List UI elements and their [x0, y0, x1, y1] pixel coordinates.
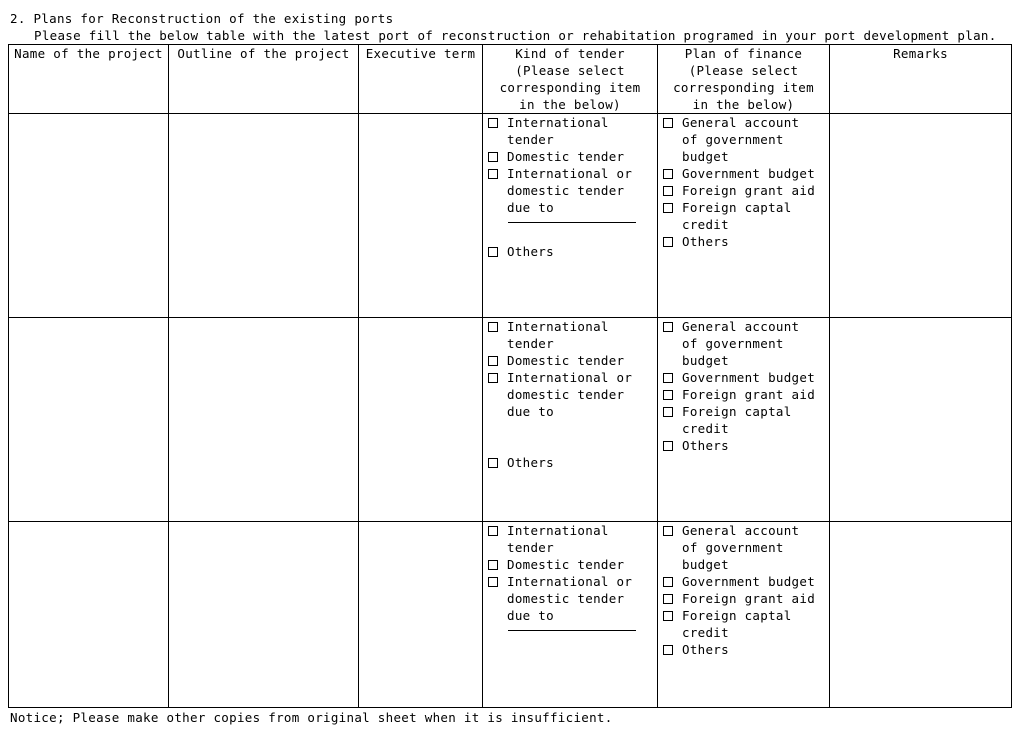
option-label: Others [682, 642, 729, 657]
reconstruction-plan-table [8, 44, 1012, 708]
option-label: Domestic tender [507, 353, 625, 368]
col-header-finance [658, 45, 830, 114]
tender-header-line: corresponding item [499, 80, 641, 95]
finance-option-credit [658, 403, 829, 437]
checkbox[interactable] [488, 356, 498, 366]
tender-cell [483, 522, 658, 708]
option-label: Others [507, 455, 554, 470]
checkbox[interactable] [488, 458, 498, 468]
remarks-cell[interactable] [830, 318, 1012, 522]
tender-header-line: in the below) [519, 97, 621, 112]
checkbox[interactable] [488, 560, 498, 570]
finance-cell [658, 522, 830, 708]
checkbox[interactable] [488, 247, 498, 257]
finance-option-general [658, 114, 829, 165]
finance-option-others [658, 437, 829, 454]
col-header-term: Executive term [359, 45, 483, 114]
tender-header-line: (Please select [515, 63, 625, 78]
option-label: Government budget [682, 370, 816, 385]
finance-option-government [658, 573, 829, 590]
table-row [9, 522, 1012, 708]
checkbox[interactable] [663, 322, 673, 332]
finance-option-others [658, 641, 829, 658]
checkbox[interactable] [663, 203, 673, 213]
project-outline-cell[interactable] [169, 522, 359, 708]
project-outline-cell[interactable] [169, 114, 359, 318]
finance-option-grant [658, 386, 829, 403]
finance-option-grant [658, 590, 829, 607]
table-row [9, 318, 1012, 522]
checkbox[interactable] [663, 577, 673, 587]
finance-header-line: (Please select [688, 63, 799, 78]
checkbox[interactable] [488, 577, 498, 587]
finance-header-line: Plan of finance [684, 46, 803, 61]
remarks-cell[interactable] [830, 114, 1012, 318]
checkbox[interactable] [488, 322, 498, 332]
project-name-cell[interactable] [9, 114, 169, 318]
tender-option-domestic [483, 148, 657, 165]
tender-option-domestic [483, 352, 657, 369]
checkbox[interactable] [663, 373, 673, 383]
option-label: Government budget [682, 574, 816, 589]
option-label: Domestic tender [507, 557, 625, 572]
finance-option-government [658, 369, 829, 386]
option-label: International tender [507, 115, 609, 147]
finance-cell [658, 114, 830, 318]
checkbox[interactable] [663, 237, 673, 247]
finance-cell [658, 318, 830, 522]
col-header-tender [483, 45, 658, 114]
instruction-text: Please fill the below table with the latest port of reconstruction or rehabitation programed in your port development plan. [34, 28, 997, 43]
option-label: Foreign grant aid [682, 591, 816, 606]
tender-option-others [483, 243, 657, 260]
col-header-remarks: Remarks [830, 45, 1012, 114]
tender-option-others [483, 454, 657, 471]
header-row [9, 45, 1012, 114]
finance-option-credit [658, 607, 829, 641]
tender-option-international [483, 114, 657, 148]
option-label: Foreign captal credit [682, 200, 792, 232]
finance-option-others [658, 233, 829, 250]
checkbox[interactable] [488, 152, 498, 162]
remarks-cell[interactable] [830, 522, 1012, 708]
option-label: Domestic tender [507, 149, 625, 164]
option-label: International or domestic tender due to [507, 370, 633, 419]
reason-blank-line[interactable] [508, 222, 636, 223]
option-label: Foreign captal credit [682, 608, 792, 640]
tender-option-intl-or-domestic [483, 165, 657, 216]
checkbox[interactable] [663, 594, 673, 604]
tender-option-international [483, 522, 657, 556]
checkbox[interactable] [663, 186, 673, 196]
checkbox[interactable] [663, 441, 673, 451]
option-label: Foreign grant aid [682, 387, 816, 402]
option-label: Others [682, 234, 729, 249]
option-label: International tender [507, 319, 609, 351]
option-label: General account of government budget [682, 523, 800, 572]
option-label: Government budget [682, 166, 816, 181]
finance-option-government [658, 165, 829, 182]
notice-text: Notice; Please make other copies from original sheet when it is insufficient. [10, 710, 613, 725]
tender-option-domestic [483, 556, 657, 573]
finance-option-general [658, 318, 829, 369]
option-label: Foreign grant aid [682, 183, 816, 198]
checkbox[interactable] [663, 390, 673, 400]
project-name-cell[interactable] [9, 522, 169, 708]
reason-blank-line[interactable] [508, 630, 636, 631]
option-label: International or domestic tender due to [507, 574, 633, 623]
tender-cell [483, 318, 658, 522]
option-label: General account of government budget [682, 319, 800, 368]
tender-option-international [483, 318, 657, 352]
checkbox[interactable] [488, 526, 498, 536]
checkbox[interactable] [663, 611, 673, 621]
reason-blank-space[interactable] [483, 420, 657, 454]
executive-term-cell[interactable] [359, 522, 483, 708]
finance-option-grant [658, 182, 829, 199]
checkbox[interactable] [488, 169, 498, 179]
tender-option-intl-or-domestic [483, 573, 657, 624]
finance-option-credit [658, 199, 829, 233]
checkbox[interactable] [663, 169, 673, 179]
option-label: International tender [507, 523, 609, 555]
checkbox[interactable] [488, 118, 498, 128]
option-label: International or domestic tender due to [507, 166, 633, 215]
tender-option-intl-or-domestic [483, 369, 657, 420]
tender-cell [483, 114, 658, 318]
project-name-cell[interactable] [9, 318, 169, 522]
project-outline-cell[interactable] [169, 318, 359, 522]
finance-option-general [658, 522, 829, 573]
finance-header-line: corresponding item [673, 80, 814, 95]
table-row [9, 114, 1012, 318]
checkbox[interactable] [488, 373, 498, 383]
col-header-outline: Outline of the project [169, 45, 359, 114]
option-label: Others [507, 244, 554, 259]
tender-header-line: Kind of tender [515, 46, 625, 61]
executive-term-cell[interactable] [359, 114, 483, 318]
checkbox[interactable] [663, 645, 673, 655]
checkbox[interactable] [663, 118, 673, 128]
section-heading: 2. Plans for Reconstruction of the existing ports [10, 11, 394, 26]
option-label: General account of government budget [682, 115, 800, 164]
checkbox[interactable] [663, 407, 673, 417]
checkbox[interactable] [663, 526, 673, 536]
option-label: Others [682, 438, 729, 453]
col-header-name: Name of the project [9, 45, 169, 114]
option-label: Foreign captal credit [682, 404, 792, 436]
finance-header-line: in the below) [692, 97, 795, 112]
executive-term-cell[interactable] [359, 318, 483, 522]
